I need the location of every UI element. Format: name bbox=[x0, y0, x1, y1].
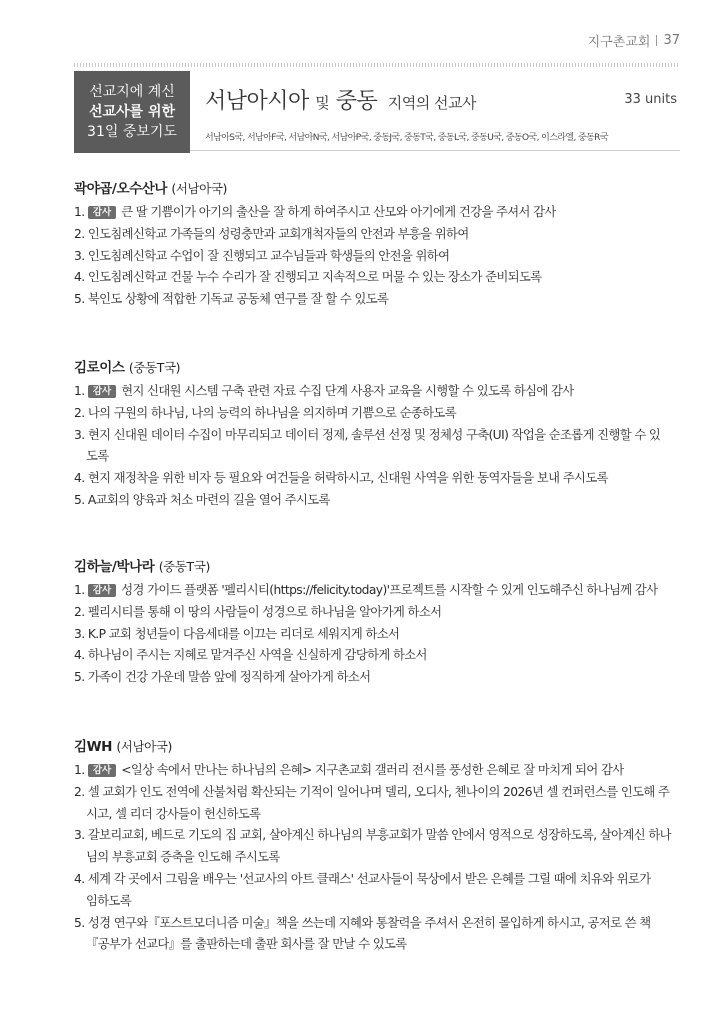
prayer-item: 4. 현지 재정착을 위한 비자 등 필요와 여건들을 허락하시고, 신대원 사역을 위한 동역자들을 보내 주시도록 bbox=[74, 471, 608, 486]
prayer-item: 1. 감사 성경 가이드 플랫폼 '펠리시티(https://felicity.today)'프로젝트를 시작할 수 있게 인도해주신 하나님께 감사 bbox=[74, 583, 658, 597]
title-and: 및 bbox=[315, 94, 330, 112]
missionary-heading bbox=[74, 359, 686, 377]
prayer-item: 2. 나의 구원의 하나님, 나의 능력의 하나님을 의지하며 기쁨으로 순종하도록 bbox=[74, 405, 456, 420]
church-name: 지구촌교회 bbox=[587, 35, 651, 50]
missionary-region: (서남아국) bbox=[116, 739, 172, 754]
thanks-badge: 감사 bbox=[88, 385, 116, 398]
missionary-region: (중동T국) bbox=[158, 559, 210, 574]
title-suffix: 지역의 선교사 bbox=[387, 94, 476, 112]
prayer-item: 3. 현지 신대원 데이터 수집이 마무리되고 데이터 정제, 솔루션 선정 및 정체성 구축(UI) 작업을 순조롭게 진행할 수 있도록 bbox=[74, 427, 661, 464]
thanks-badge: 감사 bbox=[88, 764, 116, 777]
region-title-area bbox=[205, 84, 677, 112]
region-title bbox=[205, 84, 476, 115]
title-part-1: 서남아시아 bbox=[205, 89, 309, 114]
prayer-item: 5. 가족이 건강 가운데 말씀 앞에 정직하게 살아가게 하소서 bbox=[74, 670, 371, 685]
prayer-item: 3. 인도침례신학교 수업이 잘 진행되고 교수님들과 학생들의 안전을 위하여 bbox=[74, 248, 450, 263]
prayer-item: 2. 인도침례신학교 가족들의 성령충만과 교회개척자들의 안전과 부흥을 위하여 bbox=[74, 226, 469, 241]
missionary-heading bbox=[74, 180, 686, 198]
page-number: 37 bbox=[663, 33, 680, 48]
prayer-item: 2. 셀 교회가 인도 전역에 산불처럼 확산되는 기적이 일어나며 델리, 오디사, 첸나이의 2026년 셀 컨퍼런스를 인도해 주시고, 셀 리더 강사들이 헌신하도록 bbox=[74, 784, 670, 821]
prayer-item: 4. 세계 각 곳에서 그림을 배우는 '선교사의 아트 클래스' 선교사들이 묵상에서 받은 은혜를 그릴 때에 치유와 위로가 임하도록 bbox=[74, 871, 651, 908]
prayer-item: 2. 펠리시티를 통해 이 땅의 사람들이 성경으로 하나님을 알아가게 하소서 bbox=[74, 604, 442, 619]
thanks-badge: 감사 bbox=[88, 206, 116, 219]
missionary-heading bbox=[74, 738, 686, 756]
missionary-section bbox=[74, 180, 686, 311]
thanks-badge: 감사 bbox=[88, 584, 116, 597]
prayer-item: 3. K.P 교회 청년들이 다음세대를 이끄는 리더로 세워지게 하소서 bbox=[74, 626, 400, 641]
prayer-item: 5. A교회의 양육과 처소 마련의 길을 열어 주시도록 bbox=[74, 492, 330, 507]
header-divider bbox=[656, 35, 657, 46]
prayer-item: 1. 감사 현지 신대원 시스템 구축 관련 자료 수집 단계 사용자 교육을 시행할 수 있도록 하심에 감사 bbox=[74, 384, 574, 398]
banner-line-2: 선교사를 위한 bbox=[88, 103, 176, 120]
units-count: 33 units bbox=[624, 92, 677, 107]
prayer-item: 4. 하나님이 주시는 지혜로 맡겨주신 사역을 신실하게 감당하게 하소서 bbox=[74, 648, 427, 663]
missionary-name: 김로이스 bbox=[74, 360, 125, 376]
missionary-name: 김WH bbox=[74, 739, 113, 755]
missionary-section bbox=[74, 738, 686, 956]
missionary-heading bbox=[74, 558, 686, 576]
prayer-item: 1. 감사 <일상 속에서 만나는 하나님의 은혜> 지구촌교회 갤러리 전시를 풍성한 은혜로 잘 마치게 되어 감사 bbox=[74, 763, 624, 777]
missionary-section bbox=[74, 359, 686, 512]
dotted-rule bbox=[74, 63, 680, 67]
page-header bbox=[588, 31, 680, 50]
missionary-section bbox=[74, 558, 686, 689]
missionary-name: 곽야곱/오수산나 bbox=[74, 181, 168, 197]
prayer-banner bbox=[74, 71, 190, 153]
missionary-region: (중동T국) bbox=[128, 360, 181, 375]
prayer-item: 4. 인도침례신학교 건물 누수 수리가 잘 진행되고 지속적으로 머물 수 있는 장소가 준비되도록 bbox=[74, 270, 542, 285]
missionary-name: 김하늘/박나라 bbox=[74, 559, 155, 575]
title-divider bbox=[190, 150, 680, 151]
prayer-item: 1. 감사 큰 딸 기쁨이가 아기의 출산을 잘 하게 하여주시고 산모와 아기에게 건강을 주셔서 감사 bbox=[74, 205, 556, 219]
banner-line-1: 선교지에 계신 bbox=[89, 83, 175, 100]
prayer-item: 5. 북인도 상황에 적합한 기독교 공동체 연구를 잘 할 수 있도록 bbox=[74, 292, 389, 307]
title-part-2: 중동 bbox=[335, 89, 378, 114]
prayer-item: 5. 성경 연구와『포스트모더니즘 미술』책을 쓰는데 지혜와 통찰력을 주셔서 온전히 몰입하게 하시고, 공저로 쓴 책 『공부가 선교다』를 출판하는데 출판 회사를 잘 만날 수 있도록 bbox=[74, 915, 651, 952]
banner-line-3: 31일 중보기도 bbox=[87, 123, 177, 140]
prayer-item: 3. 갈보리교회, 베드로 기도의 집 교회, 살아계신 하나님의 부흥교회가 말씀 안에서 영적으로 성장하도록, 살아계신 하나님의 부흥교회 증축을 인도해 주시도록 bbox=[74, 828, 671, 865]
country-list: 서남아S국, 서남아F국, 서남아N국, 서남아P국, 중동J국, 중동T국, 중동L국, 중동U국, 중동O국, 이스라엘, 중동R국 bbox=[205, 133, 608, 143]
missionary-region: (서남아국) bbox=[171, 181, 227, 196]
